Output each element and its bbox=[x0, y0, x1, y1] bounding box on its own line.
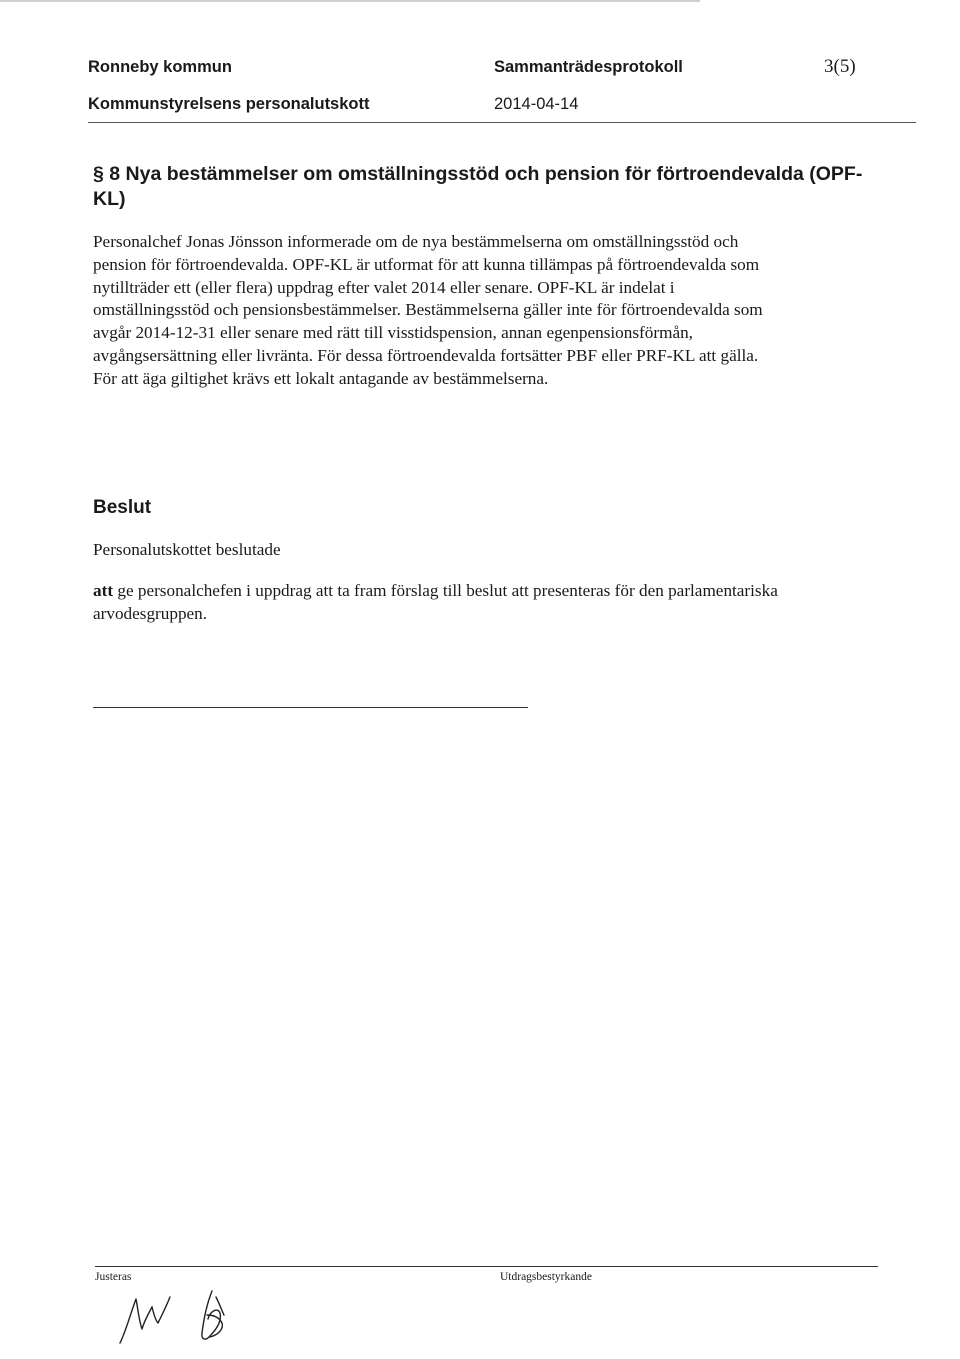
handwritten-initials-signature bbox=[112, 1285, 252, 1355]
section-paragraph bbox=[93, 231, 883, 391]
footer-divider bbox=[95, 1266, 878, 1267]
scan-top-edge bbox=[0, 0, 700, 2]
meeting-date: 2014-04-14 bbox=[494, 95, 579, 113]
paragraph-line: Personalchef Jonas Jönsson informerade om de nya bestämmelserna om omställningsstöd och bbox=[93, 232, 739, 251]
committee-name: Kommunstyrelsens personalutskott bbox=[88, 95, 370, 113]
decision-keyword: att bbox=[93, 581, 114, 600]
organization-name: Ronneby kommun bbox=[88, 58, 232, 76]
decision-line: arvodesgruppen. bbox=[93, 603, 208, 623]
paragraph-line: För att äga giltighet krävs ett lokalt antagande av bestämmelserna. bbox=[93, 368, 549, 388]
paragraph-line: avgår 2014-12-31 eller senare med rätt till visstidspension, annan egenpensionsförmån, bbox=[93, 323, 693, 343]
decision-intro: Personalutskottet beslutade bbox=[93, 540, 281, 559]
paragraph-line: pension för förtroendevalda. OPF-KL är utformat för att kunna tillämpas på förtroendevalda som bbox=[93, 254, 760, 274]
decision-line-rest: ge personalchefen i uppdrag att ta fram förslag till beslut att presenteras för den parlamentariska bbox=[113, 581, 778, 600]
document-type: Sammanträdesprotokoll bbox=[494, 58, 683, 76]
footer-utdrag-label: Utdragsbestyrkande bbox=[500, 1271, 592, 1283]
signature-rule bbox=[93, 707, 528, 708]
paragraph-line: omställningsstöd och pensionsbestämmelser. Bestämmelserna gäller inte för förtroendevalda som bbox=[93, 300, 763, 320]
decision-text bbox=[93, 580, 883, 626]
paragraph-line: avgångsersättning eller livränta. För dessa förtroendevalda fortsätter PBF eller PRF-KL att gälla. bbox=[93, 345, 759, 365]
section-title-line: KL) bbox=[93, 188, 126, 210]
section-title bbox=[93, 162, 873, 212]
section-title-line: § 8 Nya bestämmelser om omställningsstöd och pension för förtroendevalda (OPF- bbox=[93, 163, 863, 185]
decision-heading: Beslut bbox=[93, 497, 152, 518]
paragraph-line: nytillträder ett (eller flera) uppdrag efter valet 2014 eller senare. OPF-KL är indelat i bbox=[93, 277, 675, 297]
decision-line bbox=[93, 580, 883, 603]
footer-justeras-label: Justeras bbox=[95, 1271, 132, 1283]
header-divider bbox=[88, 122, 916, 123]
page-number: 3(5) bbox=[824, 56, 856, 77]
